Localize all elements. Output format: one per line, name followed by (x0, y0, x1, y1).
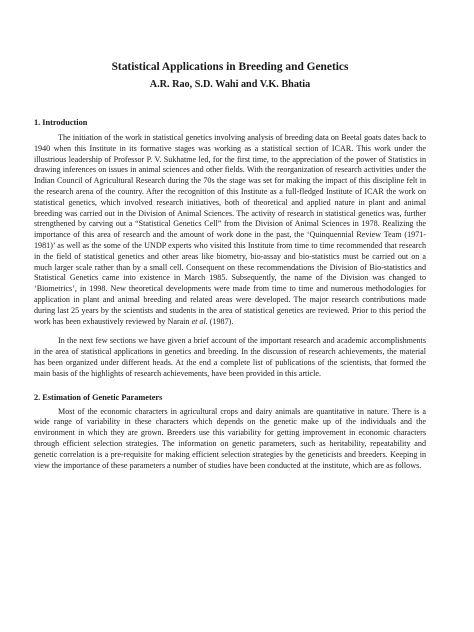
paragraph-text-tail: (1987). (207, 316, 234, 326)
section-heading-genetic-parameters: 2. Estimation of Genetic Parameters (34, 392, 163, 402)
section-heading-introduction: 1. Introduction (34, 118, 88, 127)
paragraph-text: In the next few sections we have given a brief account of the important research and academic accomplishments in the area of statistical applications in genetics and breeding. In the discussion of research achievements, the material has been organized under different heads. At the end a complete list of publications of the scientists, that formed the main basis of the highlights of research achievements, have been provided in this article. (34, 336, 426, 378)
introduction-paragraph-2 (34, 336, 426, 379)
paragraph-text: Most of the economic characters in agricultural crops and dairy animals are quantitative in nature. There is a wide range of variability in these characters which depends on the genetic make up of the individuals and the environment in which they are grown. Breeders use this variability for getting improvement in economic characters through efficient selection strategies. The information on genetic parameters, such as heritability, repeatability and genetic correlation is a pre-requisite for making efficient selection strategies by the geneticists and breeders. Keeping in view the importance of these parameters a number of studies have been conducted at the institute, which are as follows. (34, 406, 426, 470)
citation-emphasis: et al. (191, 316, 208, 326)
genetic-parameters-paragraph-1 (34, 407, 426, 472)
paragraph-text: The initiation of the work in statistical genetics involving analysis of breeding data on Beetal goats dates back to 1940 when this Institute in its formative stages was working as a statistical section of ICAR. This work under the illustrious leadership of Professor P. V. Sukhatme led, for the first time, to the appreciation of the power of Statistics in drawing inferences on issues in animal sciences and other fields. With the reorganization of research activities under the Indian Council of Agricultural Research during the 70s the stage was set for making the impact of this discipline felt in the research arena of the country. After the recognition of this Institute as a full-fledged Institute of ICAR the work on statistical genetics, which involved research initiatives, both of theoretical and applied nature in plant and animal breeding was carried out in the Division of Animal Sciences. The activity of research in statistical genetics was, further strengthened by carving out a “Statistical Genetics Cell” from the Division of Animal Sciences in 1978. Realizing the importance of this area of research and the amount of work done in the past, the ‘Quinquennial Review Team (1971-1981)’ as well as the some of the UNDP experts who visited this Institute from time to time recommended that research in the field of statistical genetics and other areas like biometry, bio-assay and bio-statistics must be carried out on a much larger scale rather than by a small cell. Consequent on these recommendations the Division of Bio-statistics and Statistical Genetics came into existence in March 1985. Subsequently, the name of the Division was changed to ‘Biometrics’, in 1998. New theoretical developments were made from time to time and numerous methodologies for application in plant and animal breeding and related areas were developed. The major research contributions made during last 25 years by the scientists and students in the area of statistical genetics are reviewed. Prior to this period the work has been exhaustively reviewed by Narain (34, 133, 426, 326)
paper-title: Statistical Applications in Breeding and Genetics (111, 61, 349, 73)
paper-authors: A.R. Rao, S.D. Wahi and V.K. Bhatia (149, 79, 311, 90)
introduction-paragraph-1 (34, 133, 426, 327)
